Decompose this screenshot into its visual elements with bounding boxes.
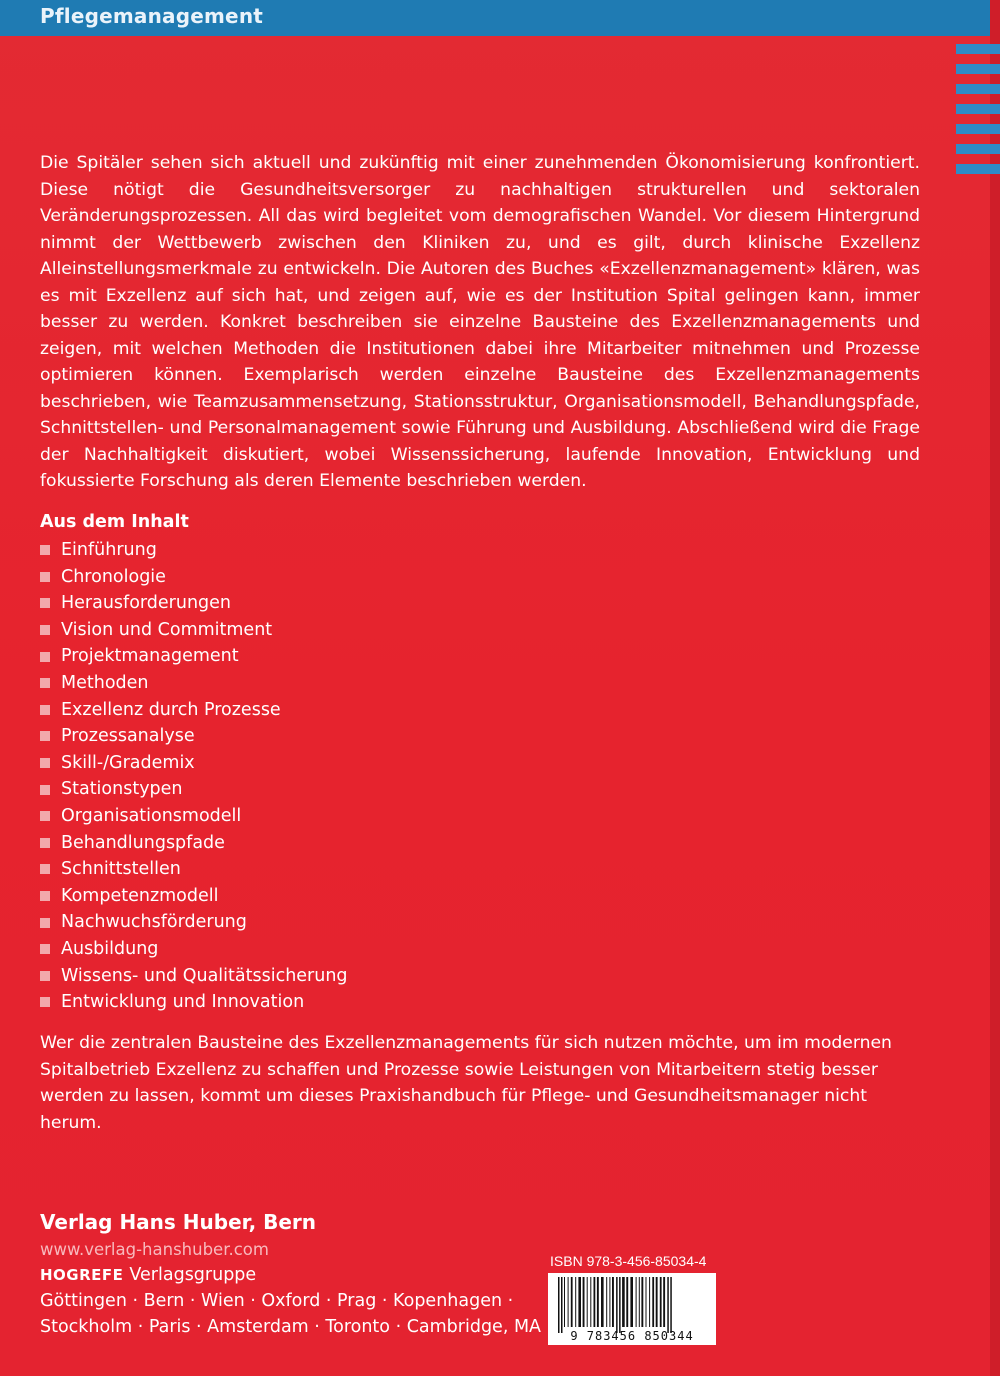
contents-item [40, 723, 348, 750]
barcode-bar [587, 1277, 588, 1327]
stripe [956, 44, 1000, 54]
stripe [956, 84, 1000, 94]
barcode-bar [641, 1277, 643, 1327]
square-bullet-icon [40, 545, 50, 555]
contents-item-label: Methoden [61, 672, 149, 693]
contents-item [40, 883, 348, 910]
square-bullet-icon [40, 678, 50, 688]
barcode [548, 1273, 716, 1345]
contents-item-label: Einführung [61, 540, 157, 560]
barcode-bar [649, 1277, 650, 1327]
contents-item [40, 537, 348, 564]
barcode-bar [571, 1277, 573, 1327]
barcode-bar [626, 1277, 628, 1327]
barcode-bar [564, 1277, 565, 1327]
barcode-bar [597, 1277, 599, 1327]
contents-item [40, 590, 348, 617]
barcode-bar [590, 1277, 591, 1327]
barcode-bar [670, 1277, 672, 1333]
contents-item-label: Wissens- und Qualitätssicherung [61, 965, 348, 986]
square-bullet-icon [40, 705, 50, 715]
square-bullet-icon [40, 918, 50, 928]
barcode-bar [578, 1277, 581, 1327]
contents-item-label: Entwicklung und Innovation [61, 992, 305, 1013]
contents-item-label: Stationstypen [61, 779, 183, 800]
hogrefe-logo: HOGREFE [40, 1266, 124, 1284]
barcode-bar [594, 1277, 596, 1327]
square-bullet-icon [40, 785, 50, 795]
contents-item [40, 989, 348, 1016]
publisher-name: Verlag Hans Huber, Bern [40, 1210, 317, 1234]
barcode-bar [583, 1277, 585, 1327]
contents-item [40, 936, 348, 963]
barcode-bar [616, 1277, 618, 1333]
spine-edge [990, 0, 1000, 1376]
contents-heading: Aus dem Inhalt [40, 512, 189, 532]
barcode-bar [575, 1277, 576, 1327]
barcode-bar [558, 1277, 560, 1333]
barcode-bar [630, 1277, 633, 1327]
contents-item-label: Vision und Commitment [61, 619, 273, 640]
contents-item [40, 803, 348, 830]
contents-item [40, 564, 348, 591]
cities-line-2: Stockholm · Paris · Amsterdam · Toronto · Cambridge, MA [40, 1317, 542, 1337]
contents-item-label: Kompetenzmodell [61, 885, 219, 906]
square-bullet-icon [40, 971, 50, 981]
square-bullet-icon [40, 625, 50, 635]
square-bullet-icon [40, 652, 50, 662]
contents-item [40, 617, 348, 644]
contents-item [40, 776, 348, 803]
group-label: Verlagsgruppe [129, 1265, 257, 1285]
contents-item [40, 697, 348, 724]
contents-item-label: Skill-/Grademix [61, 752, 195, 773]
stripe [956, 144, 1000, 154]
square-bullet-icon [40, 758, 50, 768]
contents-item-label: Organisationsmodell [61, 805, 242, 826]
square-bullet-icon [40, 997, 50, 1007]
square-bullet-icon [40, 944, 50, 954]
cities-line-1: Göttingen · Bern · Wien · Oxford · Prag · Kopenhagen · [40, 1291, 514, 1311]
square-bullet-icon [40, 731, 50, 741]
square-bullet-icon [40, 891, 50, 901]
barcode-bar [660, 1277, 662, 1327]
contents-item-label: Schnittstellen [61, 859, 181, 880]
barcode-bar [612, 1277, 614, 1327]
outro-text: Wer die zentralen Bausteine des Exzellenzmanagements für sich nutzen möchte, um im modernen Spitalbetrieb Exzellenz zu schaffen und Prozesse sowie Leistungen von Mitarbeitern stetig besser werden zu lassen, kommt um dieses Praxishandbuch für Pflege- und Gesundheitsmanager nicht herum. [40, 1033, 892, 1133]
publisher-group [40, 1265, 256, 1285]
stripe [956, 164, 1000, 174]
barcode-bar [639, 1277, 640, 1327]
contents-item-label: Nachwuchsförderung [61, 912, 247, 933]
publisher-url: www.verlag-hanshuber.com [40, 1240, 269, 1259]
contents-item-label: Herausforderungen [61, 593, 232, 614]
barcode-bar [652, 1277, 654, 1327]
intro-paragraph: Die Spitäler sehen sich aktuell und zukünftig mit einer zunehmenden Ökonomisierung konfrontiert. Diese nötigt die Gesundheitsversorger zu nachhaltigen strukturellen und sektoralen Veränderungsprozessen. All das wird begleitet vom demografischen Wandel. Vor diesem Hintergrund nimmt der Wettbewerb zwischen den Kliniken zu, und es gilt, durch klinische Exzellenz Alleinstellungsmerkmale zu entwickeln. Die Autoren des Buches «Exzellenzmanagement» klären, was es mit Exzellenz auf sich hat, und zeigen auf, wie es der Institution Spital gelingen kann, immer besser zu werden. Konkret beschreiben sie einzelne Bausteine des Exzellenzmanagements und zeigen, mit welchen Methoden die Institutionen dabei ihre Mitarbeiter mitnehmen und Prozesse optimieren können. Exemplarisch werden einzelne Bausteine des Exzellenzmanagements beschrieben, wie Teamzusammensetzung, Stationsstruktur, Organisationsmodell, Behandlungspfade, Schnittstellen- und Personalmanagement sowie Führung und Ausbildung. Abschließend wird die Frage der Nachhaltigkeit diskutiert, wobei Wissenssicherung, laufende Innovation, Entwicklung und fokussierte Forschung als deren Elemente beschrieben werden. [40, 153, 920, 491]
contents-item [40, 909, 348, 936]
barcode-bars [548, 1277, 716, 1333]
contents-item [40, 643, 348, 670]
isbn-label: ISBN 978-3-456-85034-4 [550, 1253, 707, 1269]
contents-item-label: Prozessanalyse [61, 726, 195, 747]
stripe [956, 64, 1000, 74]
contents-item [40, 856, 348, 883]
contents-item-label: Ausbildung [61, 938, 159, 959]
blue-stripes [956, 44, 1000, 184]
barcode-bar [663, 1277, 665, 1327]
barcode-bar [609, 1277, 610, 1327]
barcode-digits: 9 783456 850344 [570, 1329, 694, 1343]
square-bullet-icon [40, 838, 50, 848]
square-bullet-icon [40, 598, 50, 608]
square-bullet-icon [40, 864, 50, 874]
barcode-bar [636, 1277, 637, 1327]
contents-item [40, 963, 348, 990]
contents-item-label: Exzellenz durch Prozesse [61, 699, 281, 720]
series-band [0, 0, 990, 36]
barcode-bar [601, 1277, 604, 1327]
series-title: Pflegemanagement [40, 4, 264, 28]
barcode-bar [646, 1277, 647, 1327]
contents-item [40, 670, 348, 697]
intro-text [40, 150, 920, 495]
contents-item-label: Projektmanagement [61, 646, 239, 667]
square-bullet-icon [40, 811, 50, 821]
stripe [956, 124, 1000, 134]
stripe [956, 104, 1000, 114]
contents-item [40, 750, 348, 777]
contents-item-label: Chronologie [61, 566, 166, 587]
barcode-bar [622, 1277, 625, 1327]
contents-item [40, 830, 348, 857]
barcode-bar [561, 1277, 563, 1333]
barcode-bar [568, 1277, 569, 1327]
contents-item-label: Behandlungspfade [61, 832, 225, 853]
square-bullet-icon [40, 572, 50, 582]
barcode-bar [667, 1277, 669, 1333]
contents-list [40, 537, 348, 1016]
barcode-bar [619, 1277, 621, 1333]
barcode-bar [606, 1277, 607, 1327]
barcode-bar [656, 1277, 658, 1327]
